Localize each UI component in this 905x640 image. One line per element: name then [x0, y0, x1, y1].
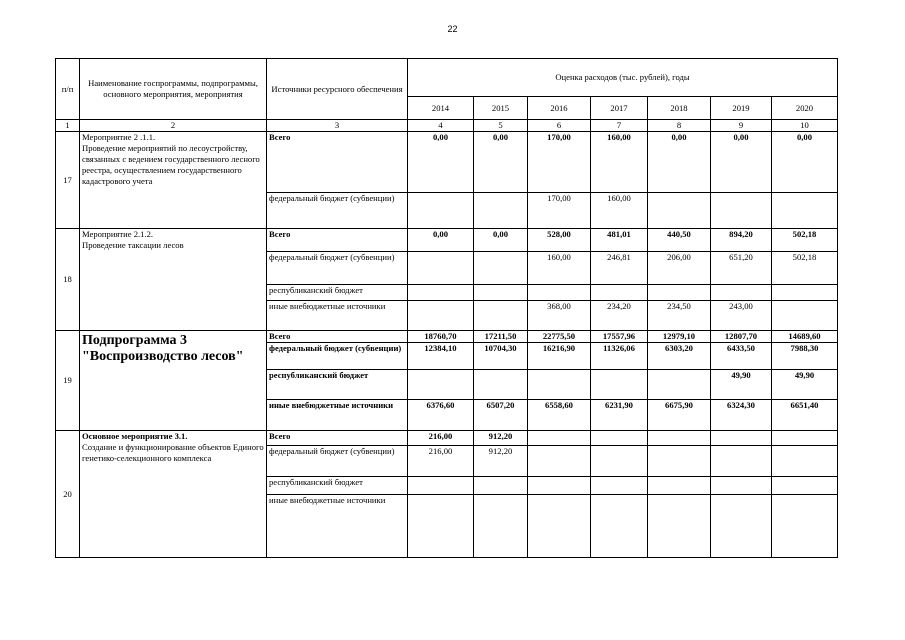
- source-label: республиканский бюджет: [267, 285, 408, 301]
- value-cell: 0,00: [648, 132, 711, 193]
- row-number: 20: [56, 431, 80, 558]
- value-cell: 12979,10: [648, 331, 711, 343]
- value-cell: 234,20: [591, 301, 648, 331]
- value-cell: 0,00: [408, 132, 474, 193]
- header-row-1: [56, 59, 838, 97]
- value-cell: 6376,60: [408, 400, 474, 431]
- value-cell: [474, 370, 528, 400]
- value-cell: 6303,20: [648, 343, 711, 370]
- index-cell: 3: [267, 120, 408, 132]
- value-cell: [474, 495, 528, 558]
- value-cell: 12384,10: [408, 343, 474, 370]
- value-cell: [528, 495, 591, 558]
- value-cell: 234,50: [648, 301, 711, 331]
- value-cell: [648, 446, 711, 477]
- value-cell: 243,00: [711, 301, 772, 331]
- value-cell: 7988,30: [772, 343, 838, 370]
- row-name-line: Мероприятие 2.1.2.: [82, 229, 154, 239]
- value-cell: [648, 477, 711, 495]
- row-number: 18: [56, 229, 80, 331]
- value-cell: 49,90: [772, 370, 838, 400]
- value-cell: 6231,90: [591, 400, 648, 431]
- value-cell: [408, 495, 474, 558]
- value-cell: 22775,50: [528, 331, 591, 343]
- value-cell: 912,20: [474, 446, 528, 477]
- source-label: Всего: [267, 331, 408, 343]
- value-cell: 49,90: [711, 370, 772, 400]
- row-name-line: "Воспроизводство лесов": [82, 349, 244, 364]
- value-cell: [772, 301, 838, 331]
- value-cell: 894,20: [711, 229, 772, 252]
- value-cell: 651,20: [711, 252, 772, 285]
- year-cell: 2017: [591, 97, 648, 120]
- value-cell: [408, 285, 474, 301]
- value-cell: [711, 495, 772, 558]
- value-cell: 440,50: [648, 229, 711, 252]
- value-cell: 216,00: [408, 446, 474, 477]
- value-cell: [591, 446, 648, 477]
- value-cell: 0,00: [408, 229, 474, 252]
- subprogram-title: [80, 331, 267, 431]
- index-cell: 6: [528, 120, 591, 132]
- row-name-line: Подпрограмма 3: [82, 333, 188, 348]
- row-name-line: Основное мероприятие 3.1.: [82, 431, 188, 441]
- row-name-line: Проведение таксации лесов: [82, 240, 184, 250]
- value-cell: 12807,70: [711, 331, 772, 343]
- index-cell: 8: [648, 120, 711, 132]
- year-cell: 2016: [528, 97, 591, 120]
- value-cell: 216,00: [408, 431, 474, 446]
- source-label: федеральный бюджет (субвенции): [267, 343, 408, 370]
- year-cell: 2019: [711, 97, 772, 120]
- row-name-line: Создание и функционирование объектов Единого генетико-селекционного комплекса: [82, 442, 264, 463]
- source-label: федеральный бюджет (субвенции): [267, 446, 408, 477]
- value-cell: [591, 431, 648, 446]
- value-cell: 11326,06: [591, 343, 648, 370]
- value-cell: 17211,50: [474, 331, 528, 343]
- value-cell: 170,00: [528, 193, 591, 229]
- value-cell: [408, 301, 474, 331]
- value-cell: [528, 285, 591, 301]
- source-label: Всего: [267, 229, 408, 252]
- value-cell: [408, 370, 474, 400]
- table-row: [56, 431, 838, 446]
- value-cell: [648, 495, 711, 558]
- value-cell: [408, 193, 474, 229]
- value-cell: [474, 252, 528, 285]
- value-cell: [711, 431, 772, 446]
- value-cell: 6324,30: [711, 400, 772, 431]
- year-cell: 2018: [648, 97, 711, 120]
- header-num: п/п: [56, 59, 80, 120]
- header-source: Источники ресурсного обеспечения: [267, 59, 408, 120]
- value-cell: [772, 193, 838, 229]
- value-cell: [474, 285, 528, 301]
- value-cell: [772, 446, 838, 477]
- year-cell: 2020: [772, 97, 838, 120]
- index-cell: 9: [711, 120, 772, 132]
- value-cell: [591, 285, 648, 301]
- budget-table: [55, 58, 838, 558]
- source-label: иные внебюджетные источники: [267, 301, 408, 331]
- value-cell: 246,81: [591, 252, 648, 285]
- value-cell: 18760,70: [408, 331, 474, 343]
- value-cell: 160,00: [591, 193, 648, 229]
- value-cell: 17557,96: [591, 331, 648, 343]
- value-cell: 206,00: [648, 252, 711, 285]
- value-cell: [772, 495, 838, 558]
- value-cell: 6433,50: [711, 343, 772, 370]
- value-cell: [711, 477, 772, 495]
- year-cell: 2014: [408, 97, 474, 120]
- value-cell: 0,00: [474, 229, 528, 252]
- value-cell: [528, 477, 591, 495]
- value-cell: [474, 193, 528, 229]
- value-cell: [648, 431, 711, 446]
- header-estimate: Оценка расходов (тыс. рублей), годы: [408, 59, 838, 97]
- index-cell: 2: [80, 120, 267, 132]
- source-label: республиканский бюджет: [267, 370, 408, 400]
- value-cell: 502,18: [772, 229, 838, 252]
- index-cell: 5: [474, 120, 528, 132]
- value-cell: [408, 252, 474, 285]
- value-cell: 0,00: [711, 132, 772, 193]
- value-cell: [591, 370, 648, 400]
- index-cell: 10: [772, 120, 838, 132]
- value-cell: 502,18: [772, 252, 838, 285]
- value-cell: [772, 431, 838, 446]
- value-cell: [591, 477, 648, 495]
- value-cell: [474, 301, 528, 331]
- value-cell: [528, 370, 591, 400]
- value-cell: [772, 477, 838, 495]
- value-cell: 368,00: [528, 301, 591, 331]
- value-cell: [591, 495, 648, 558]
- value-cell: [648, 193, 711, 229]
- row-name-line: Мероприятие 2 .1.1.: [82, 132, 156, 142]
- value-cell: [772, 285, 838, 301]
- page-number: 22: [447, 24, 458, 34]
- value-cell: 16216,90: [528, 343, 591, 370]
- value-cell: 6558,60: [528, 400, 591, 431]
- value-cell: [711, 285, 772, 301]
- index-cell: 1: [56, 120, 80, 132]
- value-cell: 10704,30: [474, 343, 528, 370]
- value-cell: 6651,40: [772, 400, 838, 431]
- table-row: [56, 331, 838, 343]
- table-row: [56, 132, 838, 193]
- value-cell: 14689,60: [772, 331, 838, 343]
- index-row: [56, 120, 838, 132]
- source-label: Всего: [267, 132, 408, 193]
- value-cell: 6675,90: [648, 400, 711, 431]
- source-label: иные внебюджетные источники: [267, 400, 408, 431]
- value-cell: [711, 193, 772, 229]
- index-cell: 4: [408, 120, 474, 132]
- table-row: [56, 229, 838, 252]
- value-cell: 160,00: [591, 132, 648, 193]
- value-cell: 160,00: [528, 252, 591, 285]
- row-number: 17: [56, 132, 80, 229]
- header-name: Наименование госпрограммы, подпрограммы, основного мероприятия, мероприятия: [80, 59, 267, 120]
- value-cell: 912,20: [474, 431, 528, 446]
- source-label: федеральный бюджет (субвенции): [267, 193, 408, 229]
- year-cell: 2015: [474, 97, 528, 120]
- value-cell: 0,00: [474, 132, 528, 193]
- source-label: республиканский бюджет: [267, 477, 408, 495]
- value-cell: [711, 446, 772, 477]
- value-cell: [528, 431, 591, 446]
- value-cell: 0,00: [772, 132, 838, 193]
- value-cell: 481,01: [591, 229, 648, 252]
- source-label: федеральный бюджет (субвенции): [267, 252, 408, 285]
- value-cell: 528,00: [528, 229, 591, 252]
- row-name: [80, 132, 267, 229]
- value-cell: [474, 477, 528, 495]
- row-number: 19: [56, 331, 80, 431]
- value-cell: 170,00: [528, 132, 591, 193]
- source-label: иные внебюджетные источники: [267, 495, 408, 558]
- value-cell: [648, 285, 711, 301]
- value-cell: 6507,20: [474, 400, 528, 431]
- row-name: [80, 229, 267, 331]
- value-cell: [408, 477, 474, 495]
- row-name: [80, 431, 267, 558]
- value-cell: [648, 370, 711, 400]
- row-name-line: Проведение мероприятий по лесоустройству, связанных с ведением государственного лесного реестра, осуществлением государственного кадастрового учета: [82, 143, 260, 186]
- value-cell: [528, 446, 591, 477]
- index-cell: 7: [591, 120, 648, 132]
- source-label: Всего: [267, 431, 408, 446]
